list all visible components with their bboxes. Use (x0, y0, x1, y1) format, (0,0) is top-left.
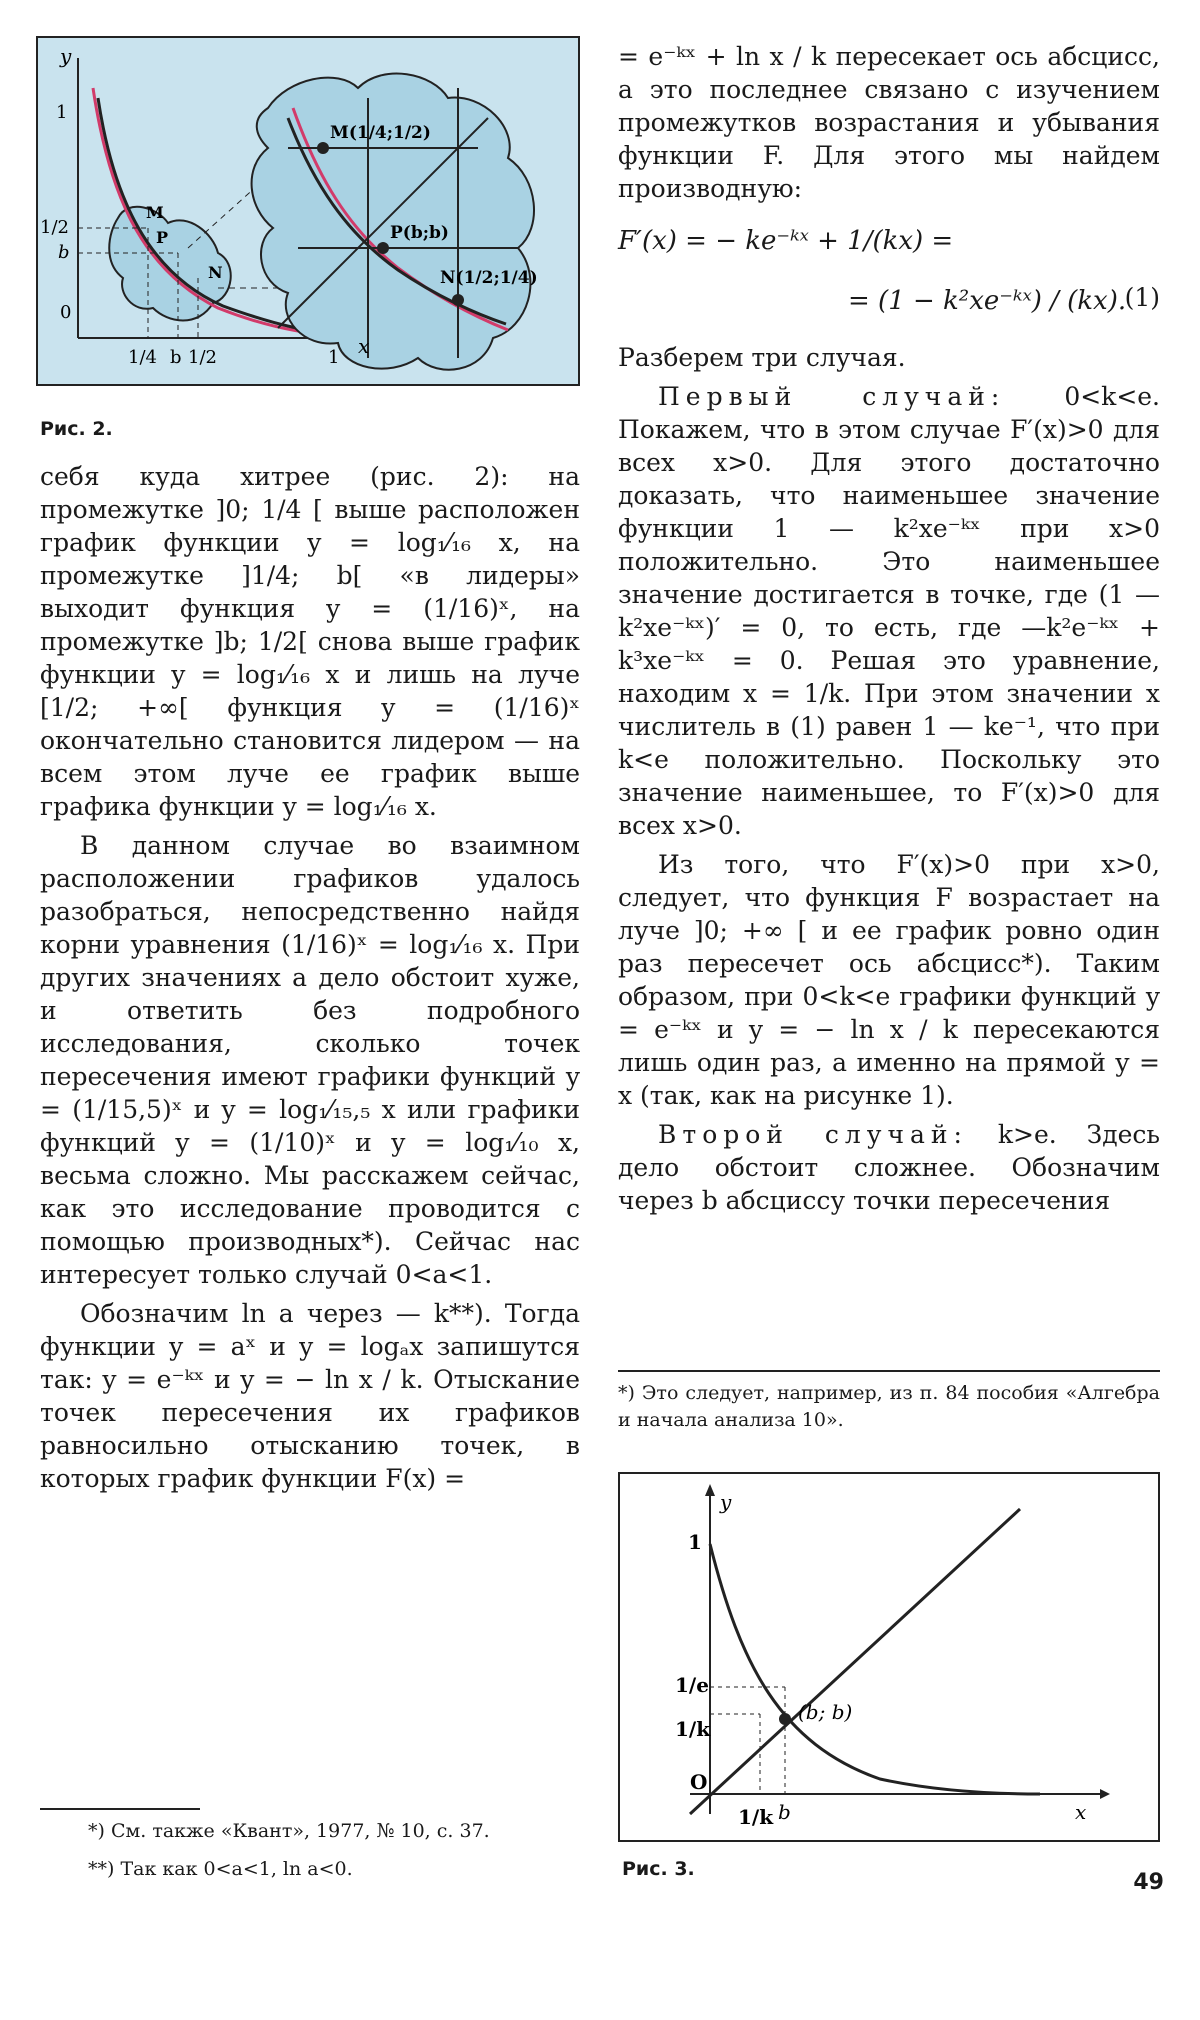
equation-block (618, 211, 1160, 341)
fig3-x-label: x (1075, 1800, 1087, 1824)
right-footnote-rule (618, 1370, 1160, 1372)
fig2-xtick-b: b (170, 347, 182, 368)
fig3-point-label: (b; b) (798, 1700, 853, 1724)
fig3-tick-inv-k: 1/k (675, 1717, 711, 1741)
fig3-xtick-inv-k: 1/k (738, 1805, 774, 1829)
figure-3-caption: Рис. 3. (622, 1858, 695, 1880)
left-footnote-1: *) См. также «Квант», 1977, № 10, с. 37. (88, 1820, 490, 1842)
page-number: 49 (1133, 1870, 1164, 1895)
left-footnote-2: **) Так как 0<a<1, ln a<0. (88, 1858, 353, 1880)
fig2-tick-1: 1 (56, 102, 68, 123)
right-paragraph-2 (618, 380, 1160, 842)
fig2-y-label: y (60, 44, 72, 68)
case-2-text: k>e. Здесь дело обстоит сложнее. Обозначим через b абсциссу точки пересечения (618, 1120, 1160, 1215)
left-column (40, 460, 580, 1501)
left-paragraph-2: В данном случае во взаимном расположении графиков удалось разобраться, непосредственно найдя корни уравнения (1/16)ˣ = log₁⁄₁₆ x. При других значениях a дело обстоит хуже, и ответить без подробного исследования, сколько точек пересечения имеют графики функций y = (1/15,5)ˣ и y = log₁⁄₁₅,₅ x или графики функций y = (1/10)ˣ и y = log₁⁄₁₀ x, весьма сложно. Мы расскажем сейчас, как это исследование проводится с помощью производных*). Сейчас нас интересует только случай 0<a<1. (40, 831, 580, 1289)
right-paragraph-1: Разберем три случая. (618, 343, 906, 372)
fig2-label-N-big: N(1/2;1/4) (440, 268, 538, 288)
figure-3-graph (620, 1474, 1158, 1840)
fig2-label-M-big: M(1/4;1/2) (330, 123, 431, 143)
left-paragraph-1: себя куда хитрее (рис. 2): на промежутке ]0; 1/4 [ выше расположен график функции y = log₁⁄₁₆ x, на промежутке ]1/4; b[ «в лидеры» выходит функция y = (1/16)ˣ, на промежутке ]b; 1/2[ снова выше график функции y = log₁⁄₁₆ x и лишь на луче [1/2; +∞[ функция y = (1/16)ˣ окончательно становится лидером — на всем этом луче ее график выше графика функции y = log₁⁄₁₆ x. (40, 462, 580, 821)
figure-2-graph (38, 38, 578, 384)
right-footnote: *) Это следует, например, из п. 84 пособия «Алгебра и начала анализа 10». (618, 1382, 1160, 1431)
case-1-label: Первый случай: (658, 382, 1006, 411)
fig3-tick-1: 1 (688, 1530, 702, 1554)
left-paragraph-3: Обозначим ln a через — k**). Тогда функции y = aˣ и y = logₐx запишутся так: y = e⁻ᵏˣ и y = − ln x / k. Отыскание точек пересечения их графиков равносильно отысканию точек, в которых график функции F(x) = (40, 1299, 580, 1493)
right-paragraph-3: Из того, что F′(x)>0 при x>0, следует, что функция F возрастает на луче ]0; +∞ [ и ее график ровно один раз пересечет ось абсцисс*). Таким образом, при 0<k<e графики функций y = e⁻ᵏˣ и y = − ln x / k пересекаются лишь один раз, а именно на прямой y = x (так, как на рисунке 1). (618, 850, 1160, 1110)
right-column (618, 40, 1160, 1223)
equation-line-2: = (1 − k²xe⁻ᵏˣ) / (kx). (848, 286, 1127, 316)
case-1-text: 0<k<e. Покажем, что в этом случае F′(x)>0 для всех x>0. Для этого достаточно доказать, что наименьшее значение функции 1 — k²xe⁻ᵏˣ при x>0 положительно. Это наименьшее значение достигается в точке, где (1 — k²xe⁻ᵏˣ)′ = 0, то есть, где —k²e⁻ᵏˣ + k³xe⁻ᵏˣ = 0. Решая это уравнение, находим x = 1/k. При этом значении x числитель в (1) равен 1 — ke⁻¹, что при k<e положительно. Поскольку это значение наименьшее, то F′(x)>0 для всех x>0. (618, 382, 1161, 840)
figure-2 (36, 36, 580, 386)
fig2-label-N: N (208, 263, 223, 282)
fig3-origin: O (690, 1770, 708, 1794)
right-paragraph-4 (618, 1118, 1160, 1217)
fig3-xtick-b: b (778, 1800, 791, 1824)
fig2-x-label: x (358, 334, 370, 358)
fig2-tick-b: b (58, 242, 70, 263)
figure-3 (618, 1472, 1160, 1842)
equation-line-1: F′(x) = − ke⁻ᵏˣ + 1/(kx) = (618, 226, 954, 256)
equation-number: (1) (1124, 283, 1160, 312)
fig2-xtick-quarter: 1/4 (128, 347, 157, 368)
fig2-xtick-1: 1 (328, 347, 340, 368)
fig2-xtick-half: 1/2 (188, 347, 217, 368)
case-2-label: Второй случай: (658, 1120, 968, 1149)
fig2-label-P: P (156, 228, 169, 247)
fig2-label-P-big: P(b;b) (390, 223, 449, 243)
fig2-tick-half: 1/2 (40, 217, 69, 238)
left-footnote-rule (40, 1808, 200, 1810)
fig3-y-label: y (720, 1490, 732, 1514)
right-paragraph-0: = e⁻ᵏˣ + ln x / k пересекает ось абсцисс, а это последнее связано с изучением промежутков возрастания и убывания функции F. Для этого мы найдем производную: (618, 42, 1160, 203)
fig3-tick-inv-e: 1/e (675, 1673, 709, 1697)
fig2-label-M: M (146, 203, 164, 222)
figure-2-caption: Рис. 2. (40, 418, 113, 440)
fig2-tick-0: 0 (60, 302, 72, 323)
